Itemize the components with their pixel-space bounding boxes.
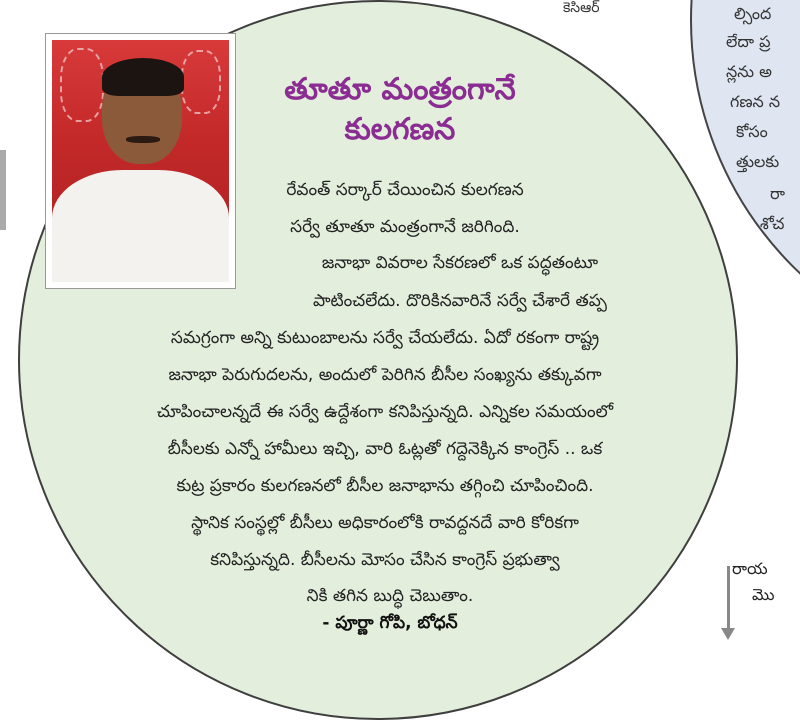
byline: - పూర్ణా గోపి, బోధన్: [322, 613, 458, 633]
body-line: స్థానిక సంస్థల్లో బీసీలు అధికారంలోకి రావద్దనదే వారి కోరికగా: [191, 513, 579, 533]
article-headline: [255, 70, 545, 150]
author-photo: [45, 33, 236, 289]
right-line: శోచ: [760, 214, 785, 233]
bottom-right-fragment: [732, 556, 774, 608]
left-edge-mark: [0, 150, 6, 230]
headline-line-1: తూతూ మంత్రంగానే: [284, 72, 516, 107]
body-line: పాటించలేదు. దొరికినవారినే సర్వే చేశారే తప్ప: [313, 291, 607, 311]
portrait-image: [52, 40, 229, 282]
body-line: నికి తగిన బుద్ధి చెబుతాం.: [306, 586, 474, 606]
body-line: జనాభా పెరుగుదలను, అందులో పెరిగిన బీసీల సంఖ్యను తక్కువగా: [168, 365, 602, 385]
right-line: ల్సింద: [734, 4, 772, 23]
right-line: గణన న: [730, 92, 781, 111]
body-line: కుట్ర ప్రకారం కులగణనలో బీసీల జనాభాను తగ్గించి చూపించింది.: [176, 476, 594, 496]
right-line: రా: [770, 184, 785, 203]
headline-line-2: కులగణన: [344, 112, 456, 147]
body-line: సమగ్రంగా అన్ని కుటుంబాలను సర్వే చేయలేదు. ఏదో రకంగా రాష్ట్ర: [170, 328, 600, 348]
body-line: బీసీలకు ఎన్నో హామీలు ఇచ్చి, వారి ఓట్లతో గద్దెనెక్కిన కాంగ్రెస్ .. ఒక: [167, 439, 603, 459]
body-line: రేవంత్ సర్కార్ చేయించిన కులగణన: [286, 180, 524, 200]
bottom-right-line: రాయ: [732, 559, 768, 578]
right-line: న్లను అ: [726, 62, 772, 81]
bottom-right-line: మొ: [752, 585, 775, 604]
top-fragment-text: కెసిఆర్: [563, 0, 600, 16]
right-line: త్తులకు: [736, 152, 780, 171]
body-line: జనాభా వివరాల సేకరణలో ఒక పద్ధతంటూ: [321, 253, 599, 273]
body-line: కనిపిస్తున్నది. బీసీలను మోసం చేసిన కాంగ్రెస్ ప్రభుత్వా: [210, 550, 560, 570]
body-line: చూపించాలన్నదే ఈ సర్వే ఉద్దేశంగా కనిపిస్తున్నది. ఎన్నికల సమయంలో: [156, 402, 614, 422]
right-column-text: [700, 0, 800, 340]
down-arrow-icon: [721, 628, 735, 640]
arrow-line: [727, 566, 730, 636]
right-line: లేదా ప్ర: [726, 32, 771, 51]
body-line: సర్వే తూతూ మంత్రంగానే జరిగింది.: [290, 217, 520, 237]
right-line: కోసం: [736, 122, 768, 141]
